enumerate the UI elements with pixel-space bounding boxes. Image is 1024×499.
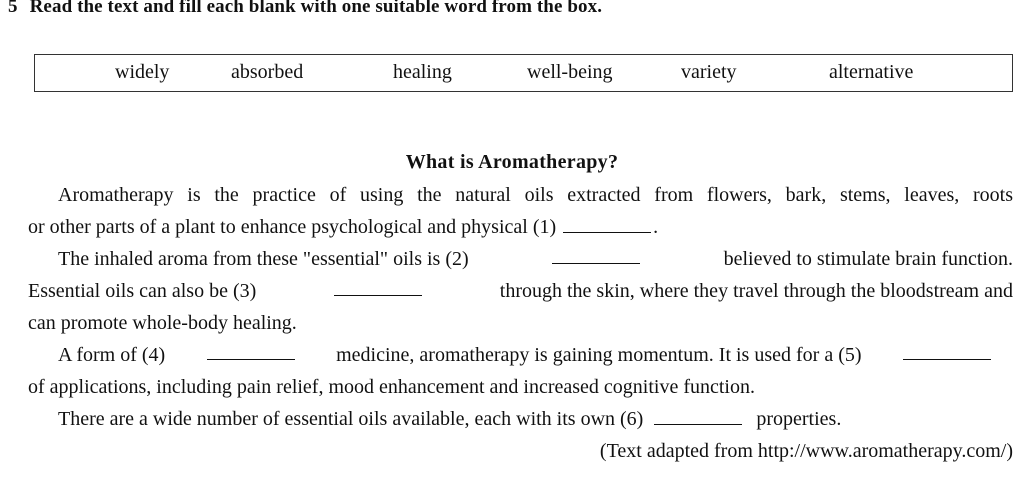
article-line-5: can promote whole-body healing. [28, 312, 297, 334]
text-segment: medicine, aromatherapy is gaining momentum. It is used for a (5) [336, 344, 862, 366]
text-segment: believed to stimulate brain function. [723, 248, 1013, 270]
article-line-2 [28, 215, 658, 239]
text-segment: The inhaled aroma from these "essential" oils is (2) [58, 248, 469, 270]
article-line-6 [58, 343, 993, 367]
blank-6[interactable] [654, 408, 742, 425]
blank-4[interactable] [207, 343, 295, 360]
word-box-item: well-being [527, 61, 613, 83]
word-box-item: alternative [829, 61, 914, 83]
word-box-item: variety [681, 61, 737, 83]
word-box-item: absorbed [231, 61, 304, 83]
article-line-8 [58, 407, 841, 431]
text-segment: Essential oils can also be (3) [28, 280, 257, 302]
exercise-number: 5 [8, 0, 18, 17]
text-segment: A form of (4) [58, 344, 166, 366]
article-title: What is Aromatherapy? [405, 151, 619, 173]
article-line-1: Aromatherapy is the practice of using the natural oils extracted from flowers, bark, stems, leaves, roots [58, 184, 1013, 206]
instruction-text: Read the text and fill each blank with one suitable word from the box. [29, 0, 603, 17]
article-line-3 [58, 247, 1013, 271]
blank-2[interactable] [552, 247, 640, 264]
word-box [34, 54, 1013, 92]
exercise-instruction [8, 0, 602, 18]
text-segment: properties. [756, 408, 842, 430]
text-segment: or other parts of a plant to enhance psychological and physical (1) [28, 216, 557, 238]
blank-5[interactable] [903, 343, 991, 360]
blank-1[interactable] [563, 216, 651, 233]
word-box-item: healing [393, 61, 452, 83]
text-segment: There are a wide number of essential oils available, each with its own (6) [58, 408, 644, 430]
source-citation: (Text adapted from http://www.aromatherapy.com/) [599, 440, 1013, 462]
blank-3[interactable] [334, 279, 422, 296]
text-segment: through the skin, where they travel through the bloodstream and [499, 280, 1013, 302]
article-line-4 [28, 279, 1013, 303]
text-segment: . [653, 216, 659, 238]
word-box-item: widely [115, 61, 170, 83]
article-line-7: of applications, including pain relief, mood enhancement and increased cognitive function. [28, 376, 755, 398]
